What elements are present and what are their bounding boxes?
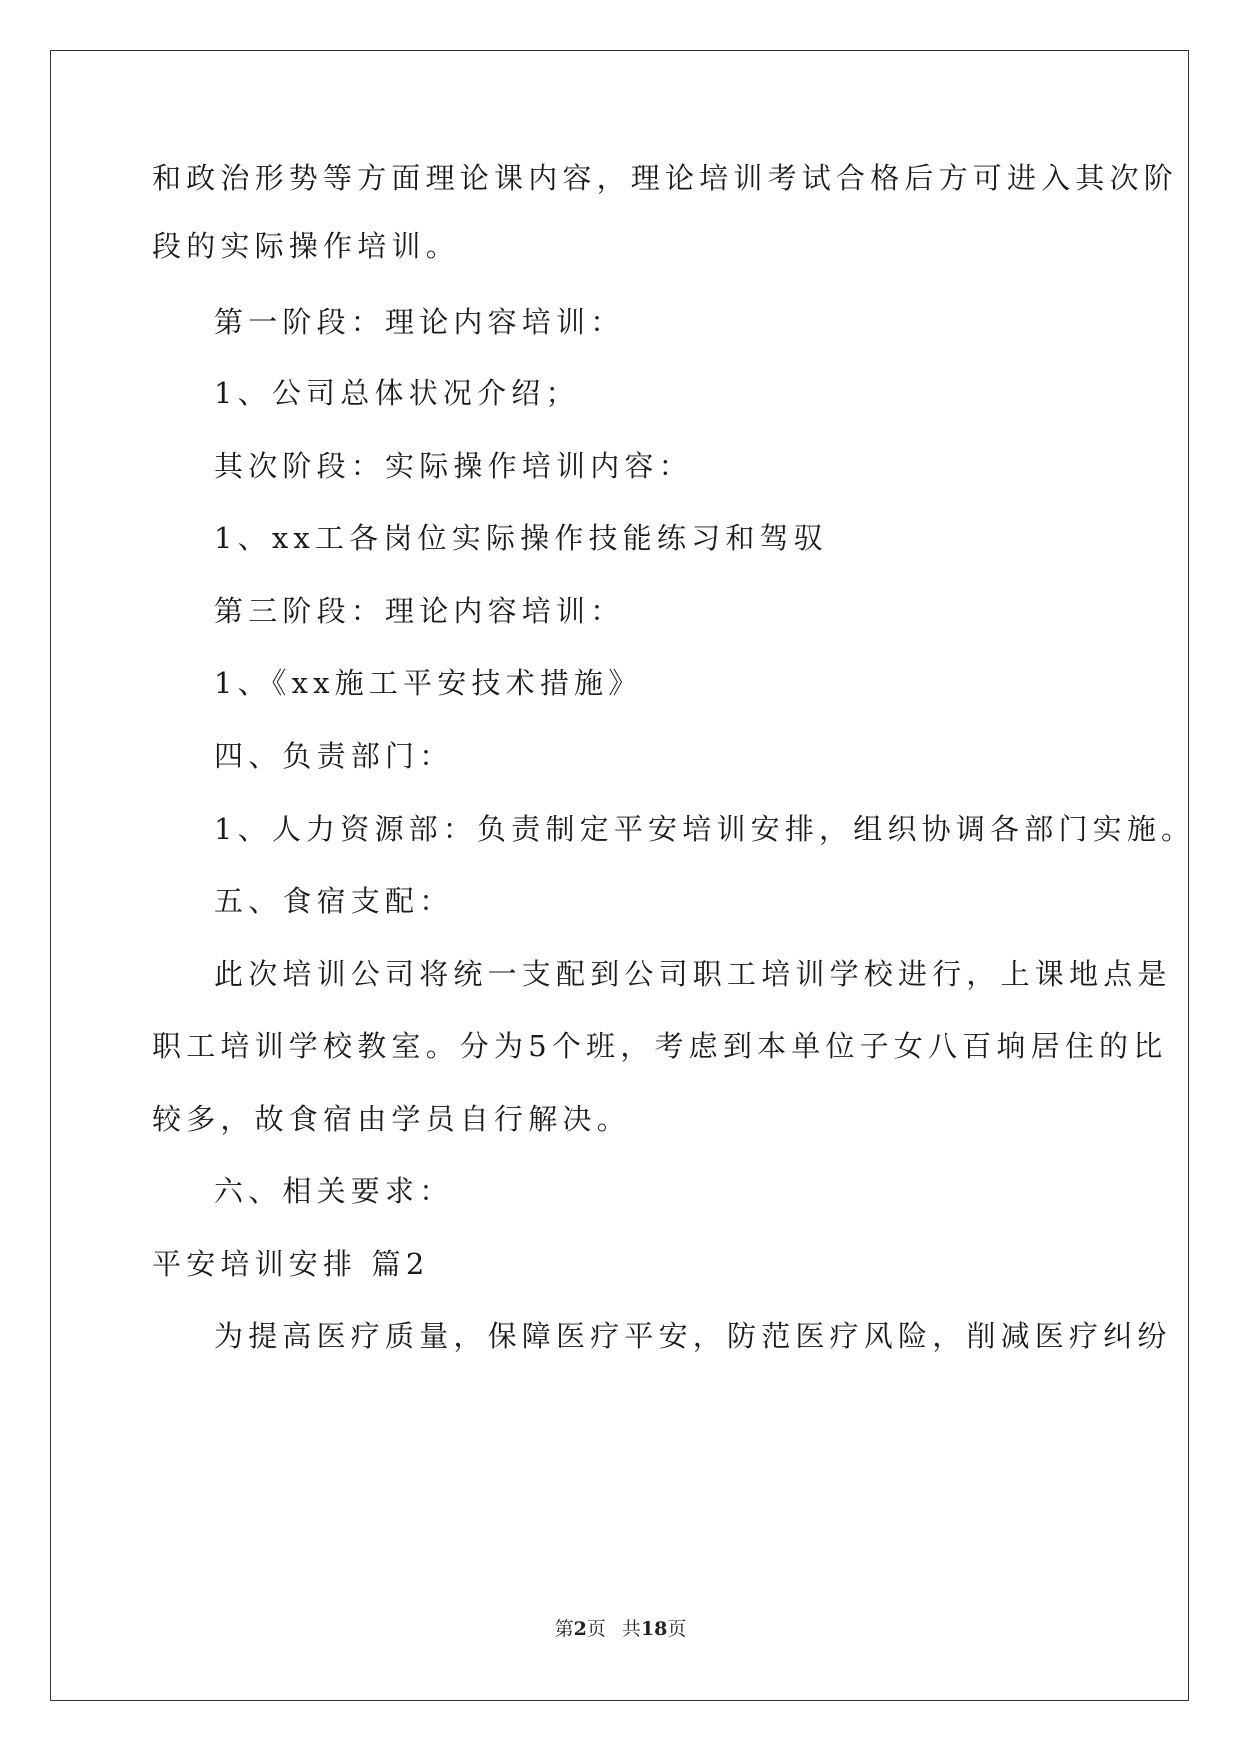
list-item: 1、《xx施工平安技术措施》 <box>214 666 643 700</box>
paragraph-line: 和政治形势等方面理论课内容，理论培训考试合格后方可进入其次阶 <box>152 161 1179 195</box>
paragraph-line: 此次培训公司将统一支配到公司职工培训学校进行，上课地点是 <box>214 957 1172 991</box>
page-label: 页 <box>586 1618 606 1640</box>
paragraph-line: 为提高医疗质量，保障医疗平安，防范医疗风险，削减医疗纠纷 <box>214 1319 1172 1353</box>
paragraph-line: 段的实际操作培训。 <box>152 229 460 263</box>
list-item: 1、公司总体状况介绍； <box>214 376 580 410</box>
page-total: 18 <box>640 1618 668 1640</box>
page-frame <box>50 50 1189 1701</box>
section-heading: 第三阶段：理论内容培训： <box>214 594 625 628</box>
article-title: 平安培训安排 篇2 <box>152 1247 430 1281</box>
section-heading: 六、相关要求： <box>214 1174 454 1208</box>
section-heading: 五、食宿支配： <box>214 884 454 918</box>
page-current: 2 <box>573 1618 587 1640</box>
paragraph-line: 较多，故食宿由学员自行解决。 <box>152 1102 631 1136</box>
total-prefix: 共 <box>621 1618 641 1640</box>
page-footer <box>0 1617 1241 1641</box>
list-item: 1、人力资源部：负责制定平安培训安排，组织协调各部门实施。 <box>214 812 1196 846</box>
section-heading: 第一阶段：理论内容培训： <box>214 305 625 339</box>
section-heading: 其次阶段：实际操作培训内容： <box>214 449 693 483</box>
list-item: 1、xx工各岗位实际操作技能练习和驾驭 <box>214 521 828 555</box>
paragraph-line: 职工培训学校教室。分为5个班，考虑到本单位子女八百垧居住的比 <box>152 1029 1168 1063</box>
section-heading: 四、负责部门： <box>214 739 454 773</box>
page-prefix: 第 <box>554 1618 574 1640</box>
total-suffix: 页 <box>667 1618 687 1640</box>
